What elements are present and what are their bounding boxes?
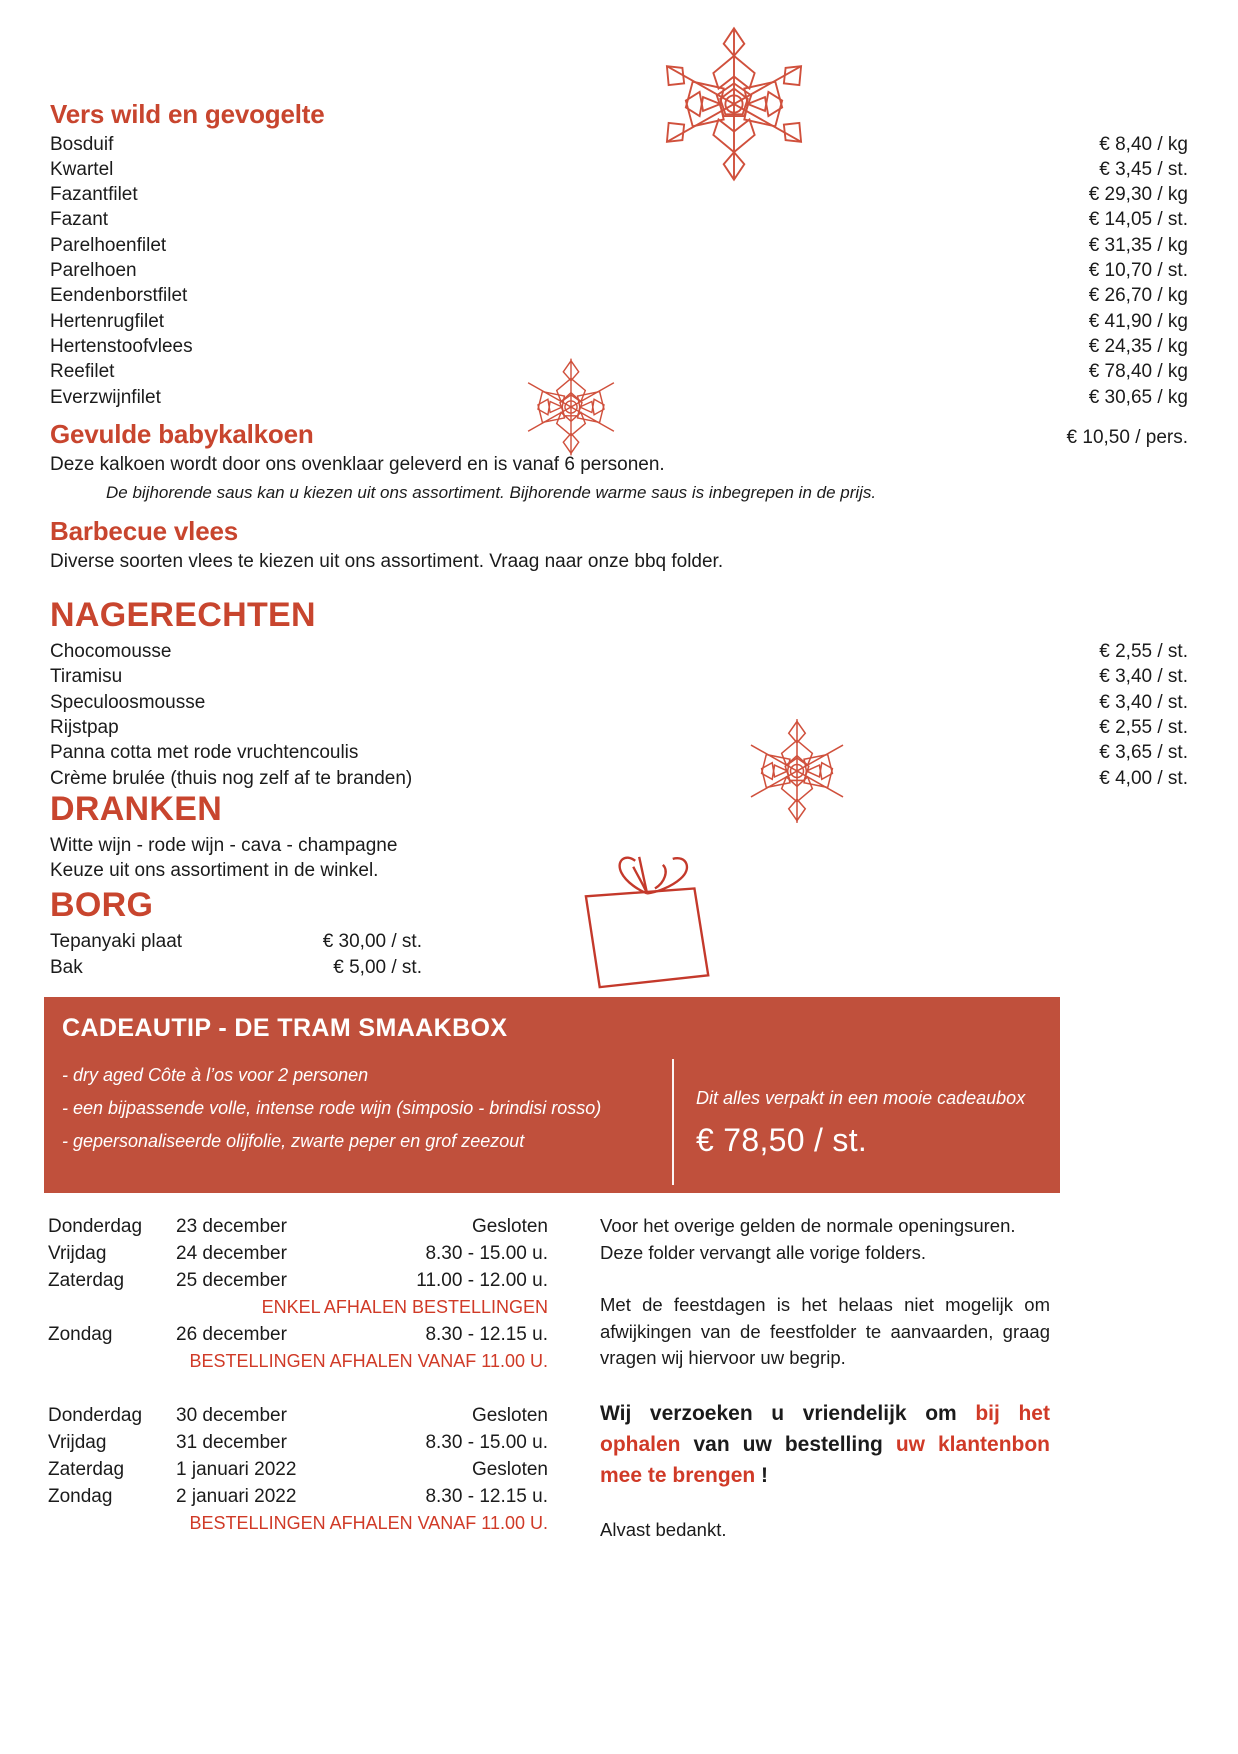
section-heading-dranken: DRANKEN bbox=[50, 790, 223, 828]
price-row bbox=[50, 690, 1188, 715]
dranken-line-1: Witte wijn - rode wijn - cava - champagne bbox=[50, 835, 398, 857]
barbecue-description: Diverse soorten vlees te kiezen uit ons assortiment. Vraag naar onze bbq folder. bbox=[50, 550, 724, 572]
item-name: Parelhoenfilet bbox=[50, 234, 167, 256]
hours-date: 24 december bbox=[176, 1243, 287, 1264]
hours-day: Zondag bbox=[48, 1324, 113, 1345]
section-barbecue bbox=[50, 517, 1188, 574]
hours-day: Donderdag bbox=[48, 1405, 143, 1426]
banner-list-item: - een bijpassende volle, intense rode wijn (simposio - brindisi rosso) bbox=[62, 1098, 602, 1118]
price-row bbox=[50, 334, 1188, 359]
item-name: Hertenrugfilet bbox=[50, 310, 165, 332]
kalkoen-note: De bijhorende saus kan u kiezen uit ons assortiment. Bijhorende warme saus is inbegrepen in de prijs. bbox=[106, 482, 877, 502]
price-row bbox=[50, 182, 1188, 207]
price-row bbox=[50, 283, 1188, 308]
hours-date: 30 december bbox=[176, 1405, 287, 1426]
hours-day: Zondag bbox=[48, 1486, 113, 1507]
item-price: € 29,30 / kg bbox=[1088, 184, 1188, 206]
hours-day: Donderdag bbox=[48, 1216, 143, 1237]
hours-time: 8.30 - 15.00 u. bbox=[425, 1432, 548, 1453]
hours-day: Zaterdag bbox=[48, 1459, 125, 1480]
emph-part-a: Wij verzoeken u vriendelijk om bbox=[600, 1401, 976, 1425]
item-price: € 10,70 / st. bbox=[1088, 260, 1188, 282]
section-borg bbox=[50, 886, 1188, 981]
section-gevulde-babykalkoen bbox=[50, 420, 1188, 505]
price-row bbox=[50, 766, 1188, 791]
banner-price-block bbox=[696, 1085, 1046, 1158]
hours-note-2: BESTELLINGEN AFHALEN VANAF 11.00 U. bbox=[189, 1351, 548, 1371]
info-paragraph-1-line-2: Deze folder vervangt alle vorige folders. bbox=[600, 1241, 926, 1263]
hours-row bbox=[48, 1267, 548, 1294]
kalkoen-description: Deze kalkoen wordt door ons ovenklaar geleverd en is vanaf 6 personen. bbox=[50, 453, 665, 475]
kalkoen-heading-row bbox=[50, 420, 1188, 452]
item-name: Bosduif bbox=[50, 133, 114, 155]
hours-day: Vrijdag bbox=[48, 1243, 107, 1264]
hours-time: 8.30 - 12.15 u. bbox=[425, 1324, 548, 1345]
price-list-nagerechten bbox=[50, 639, 1188, 791]
emph-part-c: van uw bestelling bbox=[680, 1432, 896, 1456]
item-price: € 31,35 / kg bbox=[1088, 234, 1188, 256]
banner-price: € 78,50 / st. bbox=[696, 1122, 868, 1158]
hours-time: 8.30 - 12.15 u. bbox=[425, 1486, 548, 1507]
banner-divider bbox=[672, 1059, 674, 1185]
hours-day: Vrijdag bbox=[48, 1432, 107, 1453]
emph-part-e: ! bbox=[755, 1463, 769, 1487]
info-emphasis bbox=[600, 1398, 1050, 1491]
item-price: € 3,45 / st. bbox=[1099, 158, 1188, 180]
section-heading-vers-wild: Vers wild en gevogelte bbox=[50, 99, 325, 129]
item-name: Tepanyaki plaat bbox=[50, 931, 183, 953]
hours-date: 23 december bbox=[176, 1216, 287, 1237]
hours-date: 26 december bbox=[176, 1324, 287, 1345]
info-paragraph-2: Met de feestdagen is het helaas niet mogelijk om afwijkingen van de feestfolder te aanvaarden, graag vragen wij hiervoor uw begrip. bbox=[600, 1294, 1050, 1368]
price-row bbox=[50, 233, 1188, 258]
price-row bbox=[50, 359, 1188, 384]
hours-row bbox=[48, 1483, 548, 1510]
info-paragraph-1-line-1: Voor het overige gelden de normale openingsuren. bbox=[600, 1215, 1016, 1236]
hours-date: 25 december bbox=[176, 1270, 287, 1291]
item-name: Everzwijnfilet bbox=[50, 386, 161, 408]
item-price: € 14,05 / st. bbox=[1088, 209, 1188, 231]
price-row bbox=[50, 715, 1188, 740]
dranken-line-2: Keuze uit ons assortiment in de winkel. bbox=[50, 860, 379, 882]
info-column bbox=[600, 1213, 1050, 1543]
section-heading-barbecue: Barbecue vlees bbox=[50, 516, 238, 546]
borg-row bbox=[50, 955, 1188, 981]
emph-part-d: uw klantenbon mee te brengen bbox=[600, 1432, 1050, 1487]
borg-row bbox=[50, 929, 1188, 955]
item-price: € 41,90 / kg bbox=[1088, 310, 1188, 332]
spacer bbox=[600, 1266, 1050, 1292]
price-row bbox=[50, 309, 1188, 334]
item-price: € 30,65 / kg bbox=[1088, 386, 1188, 408]
item-name: Kwartel bbox=[50, 158, 114, 180]
section-nagerechten bbox=[50, 596, 1188, 791]
item-name: Panna cotta met rode vruchtencoulis bbox=[50, 742, 359, 764]
banner-note: Dit alles verpakt in een mooie cadeaubox bbox=[696, 1088, 1026, 1108]
item-name: Fazant bbox=[50, 209, 109, 231]
item-name: Chocomousse bbox=[50, 641, 172, 663]
hours-row bbox=[48, 1321, 548, 1348]
kalkoen-price: € 10,50 / pers. bbox=[1066, 427, 1188, 448]
item-price: € 4,00 / st. bbox=[1099, 767, 1188, 789]
price-row bbox=[50, 385, 1188, 410]
price-list-vers-wild bbox=[50, 132, 1188, 410]
section-vers-wild bbox=[50, 100, 1188, 410]
item-name: Bak bbox=[50, 957, 83, 979]
banner-list-item: - dry aged Côte à l’os voor 2 personen bbox=[62, 1065, 369, 1085]
section-dranken bbox=[50, 790, 1188, 883]
item-name: Eendenborstfilet bbox=[50, 285, 188, 307]
item-name: Speculoosmousse bbox=[50, 691, 206, 713]
item-price: € 78,40 / kg bbox=[1088, 361, 1188, 383]
price-row bbox=[50, 639, 1188, 664]
banner-item-list bbox=[62, 1059, 672, 1158]
hours-row bbox=[48, 1429, 548, 1456]
price-row bbox=[50, 132, 1188, 157]
item-price: € 30,00 / st. bbox=[322, 931, 422, 953]
item-price: € 26,70 / kg bbox=[1088, 285, 1188, 307]
hours-row bbox=[48, 1213, 548, 1240]
spacer bbox=[48, 1375, 548, 1402]
spacer bbox=[600, 1372, 1050, 1398]
item-price: € 2,55 / st. bbox=[1099, 641, 1188, 663]
hours-time: 11.00 - 12.00 u. bbox=[416, 1270, 548, 1291]
price-row bbox=[50, 157, 1188, 182]
emph-part-b: bij het ophalen bbox=[600, 1401, 1050, 1456]
item-price: € 3,40 / st. bbox=[1099, 691, 1188, 713]
item-name: Fazantfilet bbox=[50, 184, 138, 206]
banner-title: CADEAUTIP - DE TRAM SMAAKBOX bbox=[62, 1014, 508, 1042]
hours-note-3: BESTELLINGEN AFHALEN VANAF 11.00 U. bbox=[189, 1513, 548, 1533]
price-row bbox=[50, 664, 1188, 689]
hours-day: Zaterdag bbox=[48, 1270, 125, 1291]
item-name: Tiramisu bbox=[50, 666, 123, 688]
item-price: € 24,35 / kg bbox=[1088, 335, 1188, 357]
item-price: € 3,65 / st. bbox=[1099, 742, 1188, 764]
item-name: Hertenstoofvlees bbox=[50, 335, 193, 357]
hours-date: 1 januari 2022 bbox=[176, 1459, 297, 1480]
hours-date: 31 december bbox=[176, 1432, 287, 1453]
price-row bbox=[50, 740, 1188, 765]
hours-time: Gesloten bbox=[471, 1216, 548, 1237]
hours-time: Gesloten bbox=[471, 1405, 548, 1426]
hours-row bbox=[48, 1456, 548, 1483]
opening-hours-table bbox=[48, 1213, 548, 1537]
cadeautip-banner bbox=[44, 997, 1060, 1193]
price-row bbox=[50, 258, 1188, 283]
hours-time: 8.30 - 15.00 u. bbox=[425, 1243, 548, 1264]
item-price: € 2,55 / st. bbox=[1099, 716, 1188, 738]
section-heading-borg: BORG bbox=[50, 886, 154, 924]
item-name: Rijstpap bbox=[50, 716, 119, 738]
info-thanks: Alvast bedankt. bbox=[600, 1518, 727, 1540]
section-heading-kalkoen: Gevulde babykalkoen bbox=[50, 419, 314, 449]
item-price: € 5,00 / st. bbox=[333, 957, 422, 979]
section-heading-nagerechten: NAGERECHTEN bbox=[50, 596, 316, 634]
item-name: Parelhoen bbox=[50, 260, 137, 282]
price-row bbox=[50, 207, 1188, 232]
hours-row bbox=[48, 1402, 548, 1429]
hours-note-1: ENKEL AFHALEN BESTELLINGEN bbox=[261, 1297, 548, 1317]
item-price: € 3,40 / st. bbox=[1099, 666, 1188, 688]
spacer bbox=[600, 1491, 1050, 1517]
hours-row bbox=[48, 1240, 548, 1267]
item-price: € 8,40 / kg bbox=[1099, 133, 1188, 155]
item-name: Reefilet bbox=[50, 361, 115, 383]
hours-time: Gesloten bbox=[471, 1459, 548, 1480]
hours-date: 2 januari 2022 bbox=[176, 1486, 297, 1507]
banner-list-item: - gepersonaliseerde olijfolie, zwarte peper en grof zeezout bbox=[62, 1131, 525, 1151]
item-name: Crème brulée (thuis nog zelf af te branden) bbox=[50, 767, 413, 789]
